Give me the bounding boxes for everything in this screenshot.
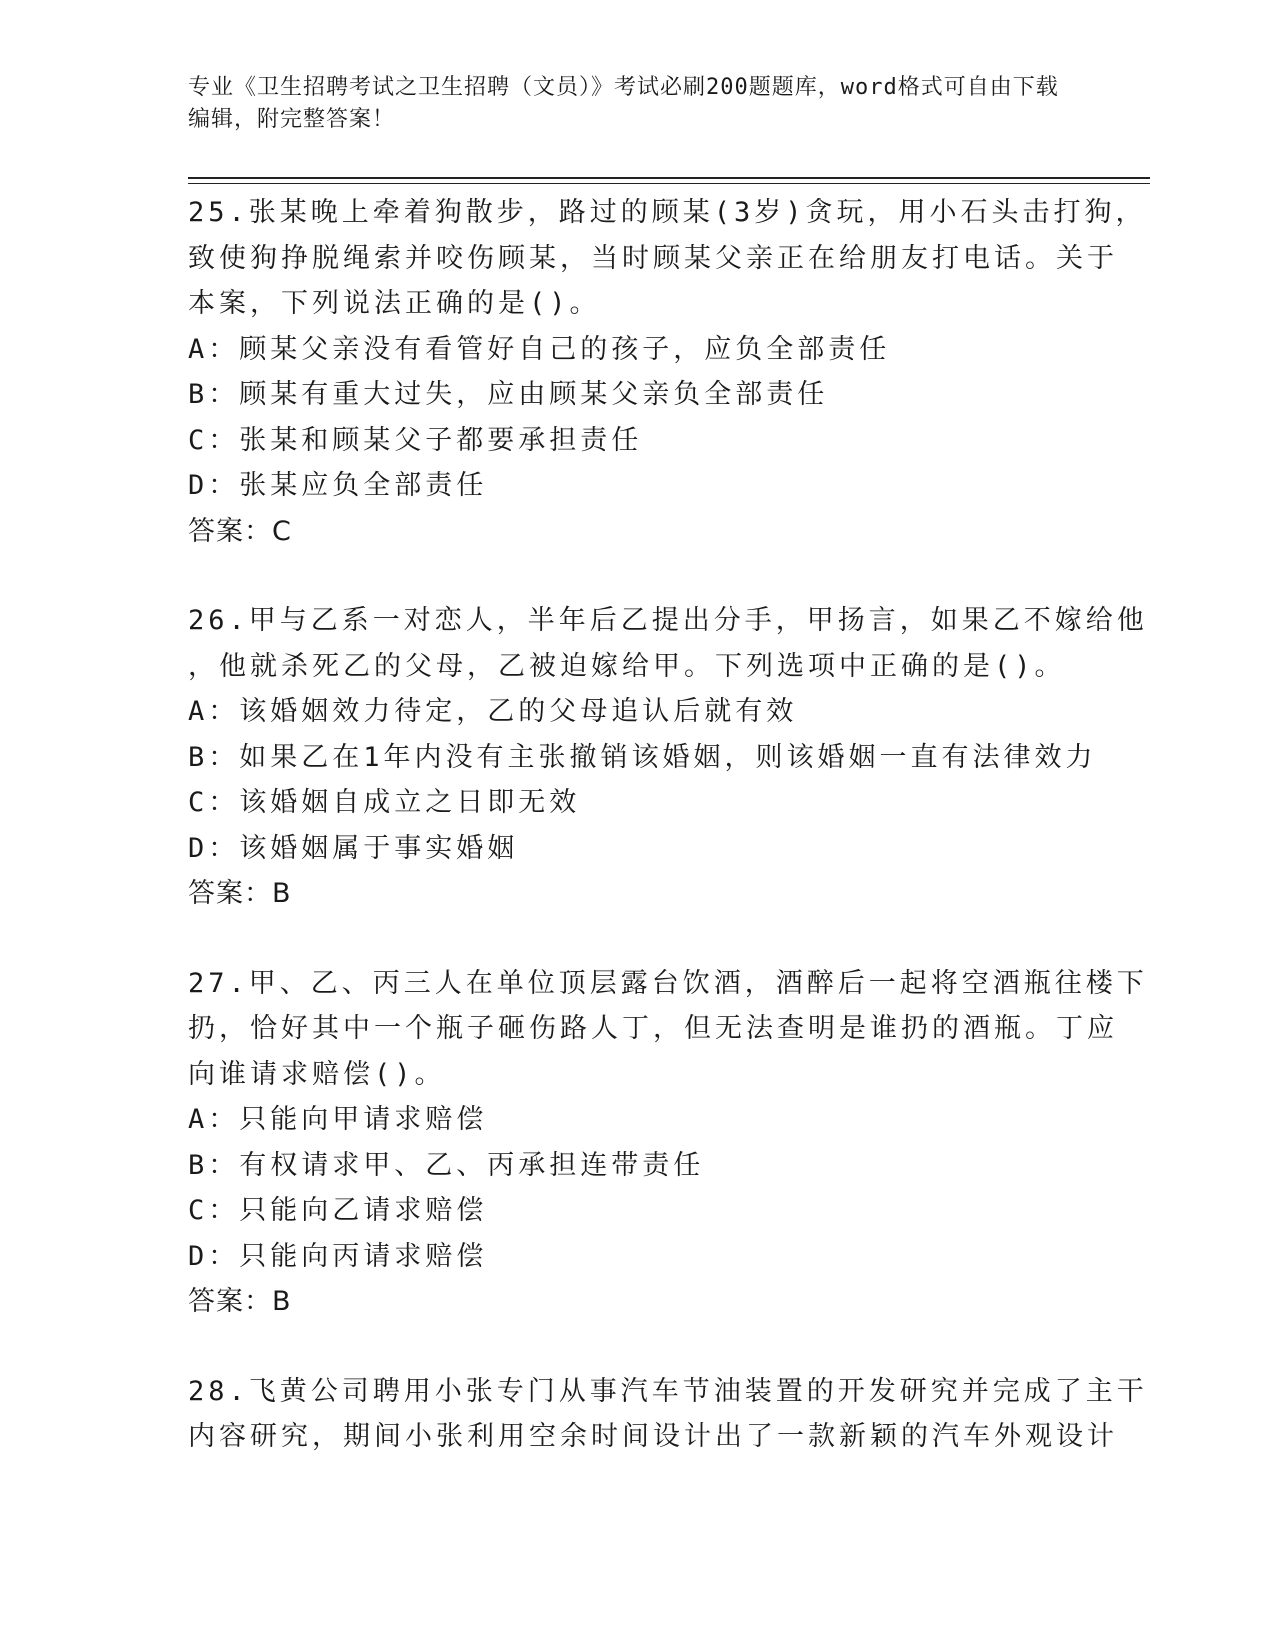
header-divider-thin bbox=[188, 183, 1150, 184]
option-c: C：该婚姻自成立之日即无效 bbox=[188, 787, 581, 818]
question-text-line: 向谁请求赔偿()。 bbox=[188, 1058, 446, 1090]
option-a: A：该婚姻效力待定，乙的父母追认后就有效 bbox=[188, 696, 798, 727]
answer-label: 答案：C bbox=[188, 515, 292, 547]
question-text-line: 本案，下列说法正确的是()。 bbox=[188, 288, 601, 319]
page-header: 专业《卫生招聘考试之卫生招聘（文员）》考试必刷200题题库，word格式可自由下载编辑，附完整答案！ bbox=[188, 75, 1059, 132]
question-27 bbox=[188, 961, 1148, 1325]
question-26 bbox=[188, 598, 1148, 917]
answer-label: 答案：B bbox=[188, 1286, 292, 1317]
option-c: C：张某和顾某父子都要承担责任 bbox=[188, 424, 643, 456]
question-text-line: 内容研究，期间小张利用空余时间设计出了一款新颖的汽车外观设计 bbox=[188, 1421, 1118, 1452]
question-text-line: 致使狗挣脱绳索并咬伤顾某，当时顾某父亲正在给朋友打电话。关于 bbox=[188, 242, 1118, 274]
option-b: B：顾某有重大过失，应由顾某父亲负全部责任 bbox=[188, 379, 829, 410]
question-text-line: ，他就杀死乙的父母，乙被迫嫁给甲。下列选项中正确的是()。 bbox=[188, 650, 1066, 682]
option-b: B：有权请求甲、乙、丙承担连带责任 bbox=[188, 1149, 705, 1181]
question-text-line: 27.甲、乙、丙三人在单位顶层露台饮酒，酒醉后一起将空酒瓶往楼下 bbox=[188, 967, 1148, 999]
answer-label: 答案：B bbox=[188, 878, 292, 909]
option-d: D：只能向丙请求赔偿 bbox=[188, 1240, 488, 1272]
question-28 bbox=[188, 1369, 1148, 1460]
option-c: C：只能向乙请求赔偿 bbox=[188, 1195, 488, 1226]
question-25 bbox=[188, 190, 1147, 554]
question-text-line: 26.甲与乙系一对恋人，半年后乙提出分手，甲扬言，如果乙不嫁给他 bbox=[188, 605, 1148, 636]
question-text-line: 25.张某晚上牵着狗散步，路过的顾某(3岁)贪玩，用小石头击打狗， bbox=[188, 197, 1147, 228]
question-text-line: 扔，恰好其中一个瓶子砸伤路人丁，但无法查明是谁扔的酒瓶。丁应 bbox=[188, 1013, 1118, 1044]
option-b: B：如果乙在1年内没有主张撤销该婚姻，则该婚姻一直有法律效力 bbox=[188, 741, 1097, 773]
option-a: A：顾某父亲没有看管好自己的孩子，应负全部责任 bbox=[188, 333, 891, 365]
question-text-line: 28.飞黄公司聘用小张专门从事汽车节油装置的开发研究并完成了主干 bbox=[188, 1375, 1148, 1407]
option-d: D：张某应负全部责任 bbox=[188, 470, 488, 501]
option-a: A：只能向甲请求赔偿 bbox=[188, 1104, 488, 1135]
option-d: D：该婚姻属于事实婚姻 bbox=[188, 832, 519, 864]
header-divider bbox=[188, 177, 1150, 179]
question-list bbox=[188, 190, 1148, 1504]
